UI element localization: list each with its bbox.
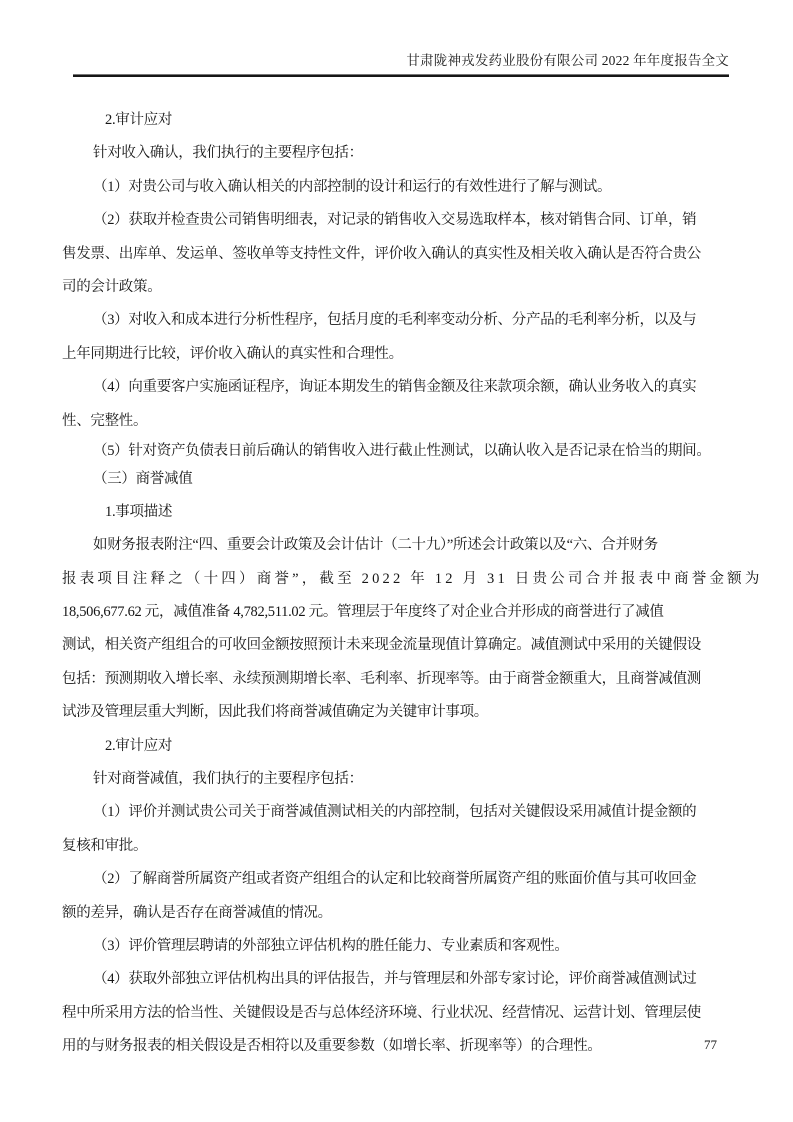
text-line: （三）商誉减值	[93, 471, 193, 488]
text-line: 18,506,677.62 元，减值准备 4,782,511.02 元。管理层于年度终了对企业合并形成的商誉进行了减值	[62, 604, 664, 621]
text-line: （2）获取并检查贵公司销售明细表，对记录的销售收入交易选取样本，核对销售合同、订单，销	[93, 212, 697, 229]
text-line: 试涉及管理层重大判断，因此我们将商誉减值确定为关键审计事项。	[62, 704, 488, 721]
text-line: （5）针对资产负债表日前后确认的销售收入进行截止性测试，以确认收入是否记录在恰当的期间。	[93, 442, 711, 459]
text-line: （4）获取外部独立评估机构出具的评估报告，并与管理层和外部专家讨论，评价商誉减值测试过	[93, 971, 697, 988]
text-line: 司的会计政策。	[62, 278, 162, 295]
text-line: 针对商誉减值，我们执行的主要程序包括：	[93, 771, 363, 788]
text-line: （4）向重要客户实施函证程序，询证本期发生的销售金额及往来款项余额，确认业务收入的真实	[93, 379, 697, 396]
text-line: 性、完整性。	[62, 412, 148, 429]
text-line: 售发票、出库单、发运单、签收单等支持性文件，评价收入确认的真实性及相关收入确认是否符合贵公	[62, 245, 701, 262]
text-line: 测试，相关资产组组合的可收回金额按照预计未来现金流量现值计算确定。减值测试中采用的关键假设	[62, 637, 701, 654]
text-line: 复核和审批。	[62, 837, 148, 854]
page-number: 77	[704, 1037, 717, 1052]
text-line: 用的与财务报表的相关假设是否相符以及重要参数（如增长率、折现率等）的合理性。	[62, 1038, 602, 1055]
text-line: 1.事项描述	[105, 503, 173, 520]
text-line: 针对收入确认，我们执行的主要程序包括：	[93, 145, 363, 162]
text-line: （3）对收入和成本进行分析性程序，包括月度的毛利率变动分析、分产品的毛利率分析，以及与	[93, 312, 697, 329]
header-rule	[73, 74, 729, 77]
text-line: 程中所采用方法的恰当性、关键假设是否与总体经济环境、行业状况、经营情况、运营计划、管理层使	[62, 1004, 701, 1021]
text-line: 2.审计应对	[105, 737, 173, 754]
text-line: （1）对贵公司与收入确认相关的内部控制的设计和运行的有效性进行了解与测试。	[93, 178, 612, 195]
text-line: 报表项目注释之（十四）商誉”，截至 2022 年 12 月 31 日贵公司合并报表中商誉金额为	[62, 570, 763, 587]
text-line: （1）评价并测试贵公司关于商誉减值测试相关的内部控制，包括对关键假设采用减值计提金额的	[93, 804, 697, 821]
text-line: 上年同期进行比较，评价收入确认的真实性和合理性。	[62, 345, 403, 362]
document-body	[62, 104, 763, 1064]
text-line: 额的差异，确认是否存在商誉减值的情况。	[62, 904, 332, 921]
text-line: 如财务报表附注“四、重要会计政策及会计估计（二十九）”所述会计政策以及“六、合并财务	[93, 537, 658, 554]
text-line: 包括：预测期收入增长率、永续预测期增长率、毛利率、折现率等。由于商誉金额重大，且商誉减值测	[62, 670, 701, 687]
text-line: （2）了解商誉所属资产组或者资产组组合的认定和比较商誉所属资产组的账面价值与其可收回金	[93, 871, 697, 888]
text-line: （3）评价管理层聘请的外部独立评估机构的胜任能力、专业素质和客观性。	[93, 937, 569, 954]
text-line: 2.审计应对	[105, 112, 173, 128]
page-header-title: 甘肃陇神戎发药业股份有限公司 2022 年年度报告全文	[406, 53, 729, 68]
